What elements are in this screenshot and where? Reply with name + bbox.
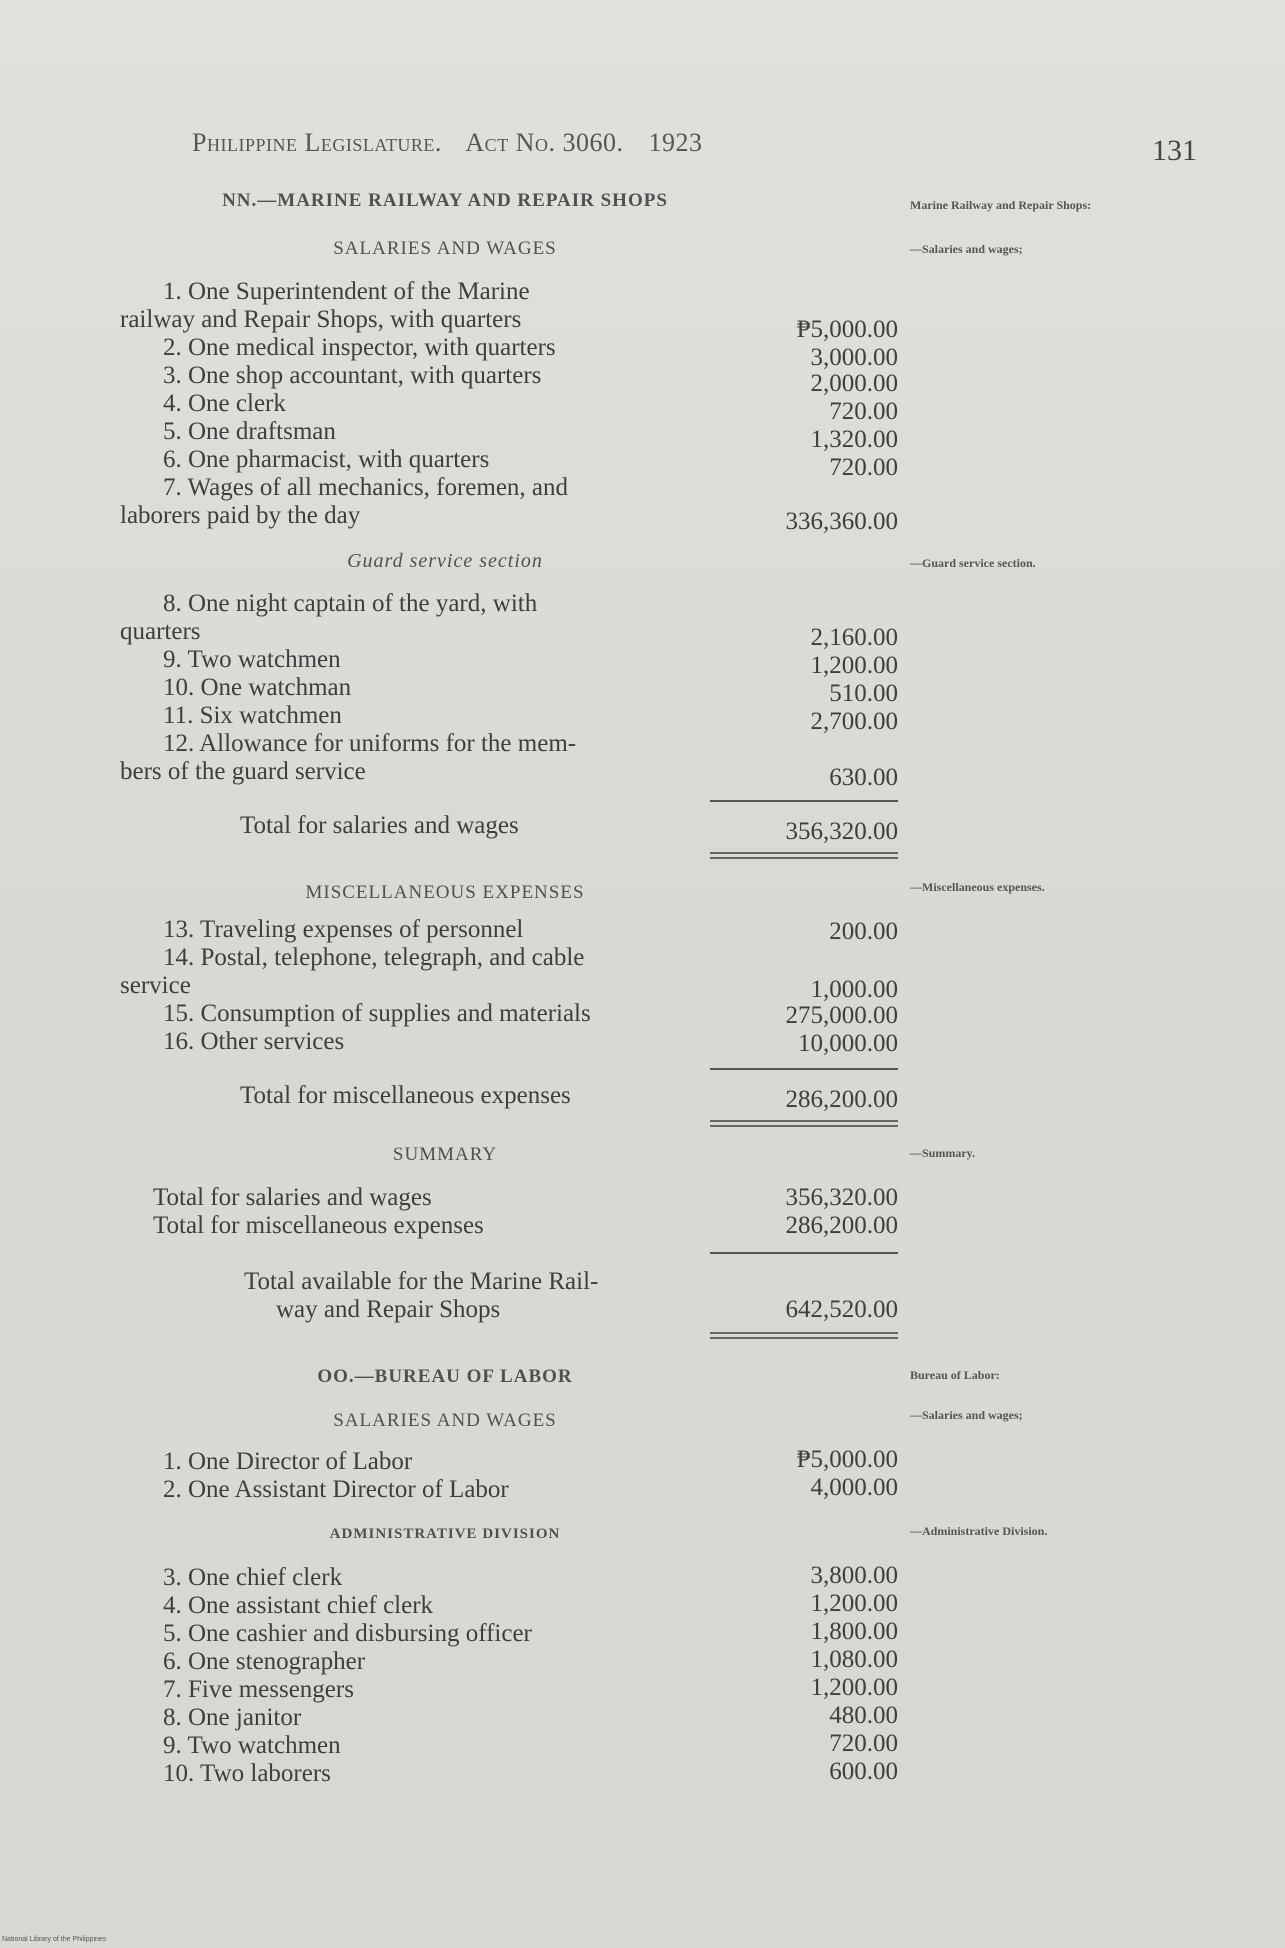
item-amount: 1,200.00	[810, 1674, 898, 1701]
item-line: 14. Postal, telephone, telegraph, and cable	[163, 944, 585, 971]
section-title-nn: NN.—MARINE RAILWAY AND REPAIR SHOPS	[222, 190, 668, 211]
summary-amount: 356,320.00	[785, 1184, 898, 1211]
total-available-line: way and Repair Shops	[276, 1296, 501, 1323]
item-line: 10. Two laborers	[163, 1760, 331, 1787]
item-amount: 4,000.00	[810, 1474, 898, 1501]
item-line: 1. One Superintendent of the Marine	[163, 278, 530, 305]
item-line: railway and Repair Shops, with quarters	[120, 306, 522, 333]
salaries-heading-oo: SALARIES AND WAGES	[333, 1410, 557, 1431]
item-amount: 3,800.00	[810, 1562, 898, 1589]
item-amount: 1,800.00	[810, 1618, 898, 1645]
item-line: 8. One night captain of the yard, with	[163, 590, 538, 617]
summary-line: Total for miscellaneous expenses	[153, 1212, 484, 1239]
item-line: 13. Traveling expenses of personnel	[163, 916, 524, 943]
item-line: 9. Two watchmen	[163, 1732, 341, 1759]
margin-note-marine: Marine Railway and Repair Shops:	[910, 198, 1092, 212]
summary-heading: SUMMARY	[392, 1144, 498, 1165]
margin-note-misc: —Miscellaneous expenses.	[910, 880, 1045, 894]
total-available-line: Total available for the Marine Rail-	[244, 1268, 599, 1295]
item-amount: 336,360.00	[785, 508, 898, 535]
item-line: bers of the guard service	[120, 758, 366, 785]
item-amount: 2,160.00	[810, 624, 898, 651]
header-year: 1923	[648, 128, 703, 157]
header-act: Act No. 3060.	[465, 128, 624, 157]
item-amount: 480.00	[829, 1702, 898, 1729]
item-amount: 600.00	[829, 1758, 898, 1785]
item-amount: 720.00	[829, 398, 898, 425]
page-number: 131	[1152, 134, 1197, 167]
item-line: 9. Two watchmen	[163, 646, 341, 673]
item-line: 2. One medical inspector, with quarters	[163, 334, 556, 361]
item-amount: 3,000.00	[810, 344, 898, 371]
double-rule	[710, 1332, 898, 1339]
total-amount: 286,200.00	[785, 1086, 898, 1113]
margin-note-salaries-nn: —Salaries and wages;	[910, 242, 1023, 256]
item-amount: 720.00	[829, 454, 898, 481]
margin-note-summary: —Summary.	[910, 1146, 976, 1160]
rule	[710, 1252, 898, 1254]
item-amount: 1,080.00	[810, 1646, 898, 1673]
item-line: 15. Consumption of supplies and materials	[163, 1000, 591, 1027]
item-amount: 1,200.00	[810, 1590, 898, 1617]
item-line: 16. Other services	[163, 1028, 345, 1055]
item-amount: 2,700.00	[810, 708, 898, 735]
item-amount: 720.00	[829, 1730, 898, 1757]
item-amount: 2,000.00	[810, 370, 898, 397]
salaries-heading-nn: SALARIES AND WAGES	[333, 238, 557, 259]
item-amount: 10,000.00	[798, 1030, 898, 1057]
item-line: 12. Allowance for uniforms for the mem-	[163, 730, 577, 757]
item-line: 5. One draftsman	[163, 418, 336, 445]
item-line: 7. Five messengers	[163, 1676, 354, 1703]
margin-note-guard: —Guard service section.	[910, 556, 1036, 570]
item-line: 5. One cashier and disbursing officer	[163, 1620, 532, 1647]
item-amount: 630.00	[829, 764, 898, 791]
header-legislature: Philippine Legislature.	[192, 128, 442, 157]
item-line: 7. Wages of all mechanics, foremen, and	[163, 474, 569, 501]
item-amount: 1,000.00	[810, 976, 898, 1003]
item-line: 1. One Director of Labor	[163, 1448, 413, 1475]
double-rule	[710, 1120, 898, 1127]
item-amount: 200.00	[829, 918, 898, 945]
double-rule	[710, 852, 898, 859]
item-amount: 1,320.00	[810, 426, 898, 453]
rule	[710, 1068, 898, 1070]
summary-amount: 286,200.00	[785, 1212, 898, 1239]
item-line: 2. One Assistant Director of Labor	[163, 1476, 509, 1503]
running-header	[192, 128, 720, 158]
item-line: 6. One pharmacist, with quarters	[163, 446, 490, 473]
item-amount: 275,000.00	[785, 1002, 898, 1029]
item-amount: 510.00	[829, 680, 898, 707]
section-title-oo: OO.—BUREAU OF LABOR	[317, 1366, 573, 1387]
footer-credit: National Library of the Philippines	[2, 1936, 107, 1943]
total-label: Total for miscellaneous expenses	[240, 1082, 571, 1109]
total-label: Total for salaries and wages	[240, 812, 519, 839]
item-line: 3. One shop accountant, with quarters	[163, 362, 542, 389]
summary-line: Total for salaries and wages	[153, 1184, 432, 1211]
total-available-amount: 642,520.00	[785, 1296, 898, 1323]
rule	[710, 800, 898, 802]
item-line: 4. One clerk	[163, 390, 286, 417]
item-line: 4. One assistant chief clerk	[163, 1592, 434, 1619]
item-amount: ₱5,000.00	[796, 1446, 898, 1473]
guard-heading: Guard service section	[347, 550, 543, 572]
margin-note-admin: —Administrative Division.	[910, 1524, 1048, 1538]
item-line: service	[120, 972, 191, 999]
item-line: laborers paid by the day	[120, 502, 361, 529]
misc-heading: MISCELLANEOUS EXPENSES	[305, 882, 585, 903]
item-line: 8. One janitor	[163, 1704, 302, 1731]
item-line: 3. One chief clerk	[163, 1564, 343, 1591]
total-amount: 356,320.00	[785, 818, 898, 845]
margin-note-labor: Bureau of Labor:	[910, 1368, 1000, 1382]
margin-note-salaries-oo: —Salaries and wages;	[910, 1408, 1023, 1422]
item-line: quarters	[120, 618, 201, 645]
item-amount: 1,200.00	[810, 652, 898, 679]
item-amount: ₱5,000.00	[796, 316, 898, 343]
item-line: 11. Six watchmen	[163, 702, 342, 729]
item-line: 10. One watchman	[163, 674, 352, 701]
admin-heading: ADMINISTRATIVE DIVISION	[329, 1526, 561, 1542]
item-line: 6. One stenographer	[163, 1648, 366, 1675]
